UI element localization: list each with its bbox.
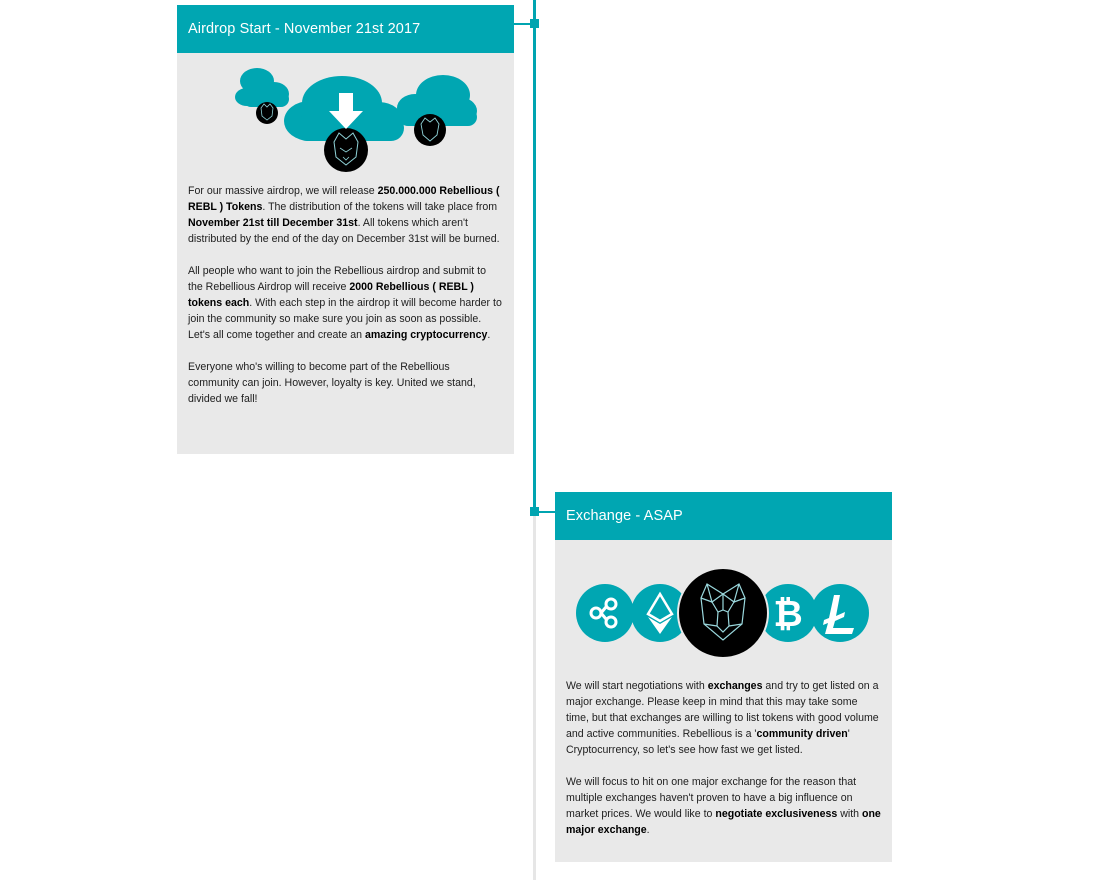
text-run: We will start negotiations with [566, 680, 708, 692]
cheetah-logo-icon [414, 114, 446, 146]
bold-text: November 21st till December 31st [188, 217, 358, 229]
card-paragraph [188, 263, 503, 343]
cloud-icon [235, 68, 289, 107]
card-paragraph [188, 183, 503, 247]
text-run: . All tokens which aren't distributed by the end of the day on December 31st will be burned. [188, 217, 500, 245]
text-run: Everyone who's willing to become part of the Rebellious community can join. However, loyalty is key. United we stand, divided we fall! [188, 361, 476, 405]
cheetah-logo-icon [256, 102, 278, 124]
card-paragraph [188, 359, 503, 407]
airdrop-illustration [177, 53, 514, 183]
timeline-line-upcoming [533, 512, 536, 880]
text-run: with [837, 808, 862, 820]
card-title: Airdrop Start - November 21st 2017 [177, 5, 514, 53]
text-run: . With each step in the airdrop it will become harder to join the community so make sure you join as soon as possible. Let's all come together and create an [188, 297, 502, 341]
bold-text: exchanges [707, 680, 763, 692]
text-run: All people who want to join the Rebellious airdrop and submit to the Rebellious Airdrop will receive [188, 265, 486, 293]
text-run: For our massive airdrop, we will release [188, 185, 378, 197]
card-paragraph [566, 678, 881, 758]
text-run: We will focus to hit on one major exchange for the reason that multiple exchanges haven't proven to have a big influence on market prices. We would like to [566, 776, 857, 820]
timeline-node [530, 19, 539, 28]
timeline-node [530, 507, 539, 516]
exchange-illustration [555, 540, 892, 678]
text-run: ' Cryptocurrency, so let's see how fast we get listed. [566, 728, 850, 756]
svg-text:₿: ₿ [773, 593, 803, 634]
text-run: . The distribution of the tokens will take place from [262, 201, 498, 213]
bold-text: one major exchange [566, 808, 881, 836]
litecoin-icon [811, 584, 869, 642]
card-body [177, 183, 514, 417]
text-run: . [646, 824, 650, 836]
bold-text: amazing cryptocurrency [364, 329, 488, 341]
bold-text: community driven [756, 728, 848, 740]
cheetah-logo-icon [324, 128, 368, 172]
bold-text: 2000 Rebellious ( REBL ) tokens each [188, 281, 474, 309]
card-paragraph [566, 774, 881, 838]
card-title: Exchange - ASAP [555, 492, 892, 540]
timeline-line [533, 0, 536, 512]
timeline-card-airdrop [177, 5, 514, 454]
cheetah-logo-icon [678, 568, 768, 658]
card-body [555, 678, 892, 848]
text-run: and try to get listed on a major exchange. Please keep in mind that this may take some time, but that exchanges are willing to list tokens with good volume and active communities. Rebellious is a ' [566, 680, 879, 740]
text-run: . [487, 329, 491, 341]
bold-text: negotiate exclusiveness [715, 808, 838, 820]
timeline-card-exchange [555, 492, 892, 862]
ripple-icon [576, 584, 634, 642]
bold-text: 250.000.000 Rebellious ( REBL ) Tokens [188, 185, 500, 213]
